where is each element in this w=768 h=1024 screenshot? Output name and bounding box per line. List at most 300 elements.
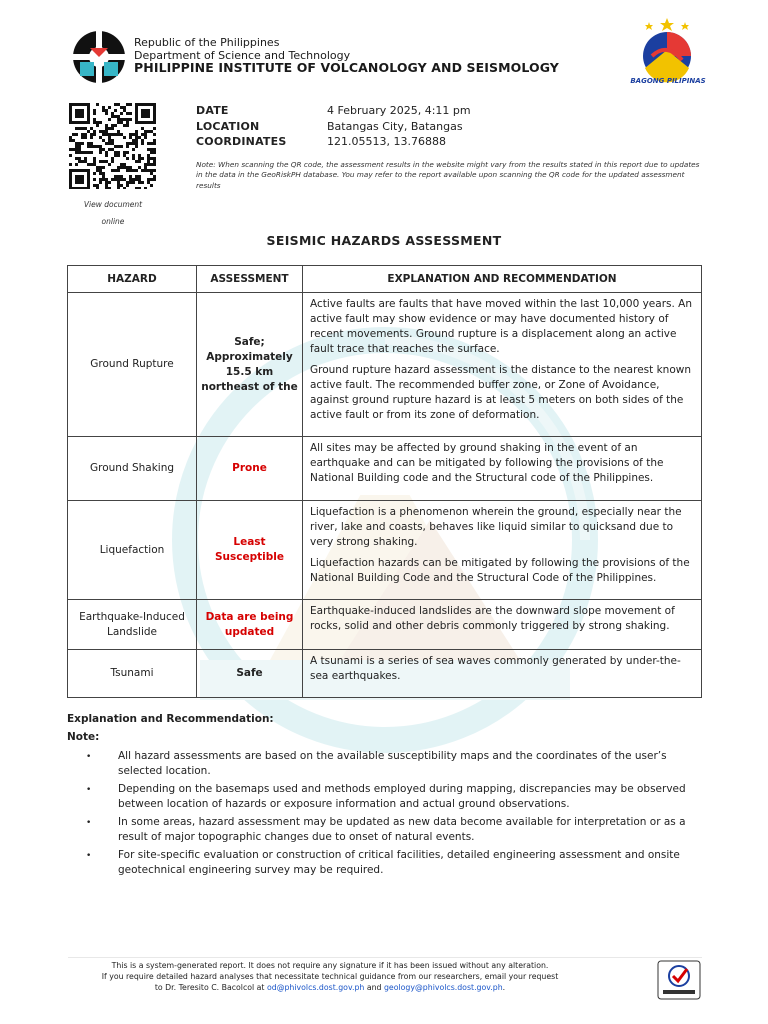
qr-module — [117, 187, 120, 189]
qr-module — [132, 139, 135, 142]
assessment-cell: Prone — [197, 437, 303, 501]
qr-module — [72, 139, 75, 142]
qr-module — [141, 169, 144, 172]
qr-module — [117, 166, 120, 169]
qr-module — [150, 151, 153, 154]
qr-module — [96, 187, 99, 189]
qr-module — [123, 163, 126, 166]
qr-module — [93, 145, 96, 148]
qr-module — [105, 133, 108, 136]
qr-module — [150, 184, 153, 187]
qr-module — [114, 133, 117, 136]
email-link-od[interactable]: od@phivolcs.dost.gov.ph — [266, 983, 365, 992]
hazard-cell: Earthquake-Induced Landslide — [68, 600, 197, 650]
qr-module — [153, 169, 156, 172]
explanation-cell — [303, 650, 702, 698]
qr-module — [129, 166, 132, 169]
qr-module — [81, 136, 84, 139]
qr-module — [138, 181, 141, 184]
qr-module — [138, 166, 141, 169]
notes-title: Explanation and Recommendation: — [67, 713, 274, 725]
qr-module — [117, 121, 120, 124]
qr-module — [102, 130, 105, 133]
note-item: All hazard assessments are based on the available susceptibility maps and the coordinates of the user’s selected location. — [118, 750, 667, 777]
qr-module — [129, 178, 132, 181]
bullet-marker: • — [86, 851, 92, 861]
qr-module — [111, 115, 114, 118]
qr-module — [126, 118, 129, 121]
phivolcs-logo — [70, 30, 128, 84]
qr-module — [105, 151, 108, 154]
qr-module — [102, 106, 105, 109]
qr-module — [150, 148, 153, 151]
note-item: For site-specific evaluation or construction of critical facilities, detailed engineering assessment and onsite geotechnical engineering survey may be required. — [118, 849, 680, 876]
notes-subtitle: Note: — [67, 731, 100, 743]
qr-module — [138, 178, 141, 181]
qr-module — [90, 151, 93, 154]
qr-module — [135, 160, 138, 163]
qr-module — [147, 154, 150, 157]
qr-module — [90, 145, 93, 148]
qr-module — [102, 160, 105, 163]
explanation-paragraph: Liquefaction hazards can be mitigated by following the provisions of the National Building Code and the Structural Code of the Philippines. — [310, 557, 690, 584]
coordinates-label: COORDINATES — [196, 135, 287, 148]
qr-module — [96, 103, 99, 106]
qr-module — [120, 166, 123, 169]
explanation-cell — [303, 501, 702, 600]
qr-module — [93, 157, 96, 160]
email-link-geology[interactable]: geology@phivolcs.dost.gov.ph — [383, 983, 503, 992]
qr-module — [69, 139, 72, 142]
qr-module — [147, 142, 150, 145]
qr-module — [84, 151, 87, 154]
agency-name: PHILIPPINE INSTITUTE OF VOLCANOLOGY AND SEISMOLOGY — [134, 60, 559, 75]
explanation-cell — [303, 293, 702, 437]
qr-module — [93, 160, 96, 163]
footer-line3-and: and — [364, 983, 384, 992]
qr-module — [114, 115, 117, 118]
qr-module — [111, 169, 114, 172]
qr-module — [108, 181, 111, 184]
qr-module — [129, 136, 132, 139]
qr-module — [78, 142, 81, 145]
qr-module — [75, 163, 78, 166]
qr-module — [102, 109, 105, 112]
qr-module — [132, 157, 135, 160]
qr-module — [99, 172, 102, 175]
qr-module — [153, 157, 156, 160]
explanation-paragraph: Ground rupture hazard assessment is the distance to the nearest known active fault. The recommended buffer zone, or Zone of Avoidance, against ground rupture hazard is at least 5 meters on both sides of the active fault or from its zone of deformation. — [310, 364, 691, 421]
qr-module — [93, 109, 96, 112]
qr-module — [126, 184, 129, 187]
qr-module — [144, 163, 147, 166]
qr-module — [93, 133, 96, 136]
qr-module — [69, 154, 72, 157]
qr-module — [153, 160, 156, 163]
qr-module — [69, 163, 72, 166]
header-explanation: EXPLANATION AND RECOMMENDATION — [303, 266, 702, 293]
qr-module — [120, 178, 123, 181]
qr-finder-pattern — [75, 109, 84, 118]
qr-caption-line2: online — [101, 217, 125, 226]
qr-module — [117, 178, 120, 181]
qr-module — [114, 178, 117, 181]
agency-republic: Republic of the Philippines — [134, 36, 280, 49]
iso-certification-badge — [657, 960, 701, 1000]
qr-module — [96, 166, 99, 169]
qr-module — [132, 181, 135, 184]
qr-module — [108, 106, 111, 109]
table-header-row — [68, 266, 702, 293]
table-row — [68, 437, 702, 501]
qr-module — [93, 172, 96, 175]
qr-module — [120, 175, 123, 178]
qr-module — [129, 118, 132, 121]
qr-module — [120, 118, 123, 121]
qr-module — [99, 169, 102, 172]
qr-module — [150, 178, 153, 181]
explanation-paragraph: Active faults are faults that have moved within the last 10,000 years. An active fault may show evidence or may have documented history of recent movements. Ground rupture is a displacement along an active fault trace that reaches the surface. — [310, 298, 692, 355]
qr-module — [105, 160, 108, 163]
qr-module — [141, 133, 144, 136]
explanation-paragraph: Earthquake-induced landslides are the downward slope movement of rocks, solid and other debris commonly triggered by strong shaking. — [310, 605, 675, 632]
qr-module — [114, 151, 117, 154]
qr-module — [99, 148, 102, 151]
qr-module — [75, 151, 78, 154]
qr-module — [123, 154, 126, 157]
qr-module — [132, 169, 135, 172]
qr-module — [150, 169, 153, 172]
qr-module — [75, 127, 78, 130]
qr-module — [138, 136, 141, 139]
qr-module — [138, 157, 141, 160]
hazard-cell: Tsunami — [68, 650, 197, 698]
table-row — [68, 293, 702, 437]
qr-module — [126, 157, 129, 160]
qr-module — [72, 148, 75, 151]
qr-module — [153, 175, 156, 178]
qr-module — [135, 136, 138, 139]
qr-module — [102, 139, 105, 142]
qr-module — [135, 142, 138, 145]
qr-module — [108, 142, 111, 145]
qr-module — [111, 112, 114, 115]
qr-module — [111, 139, 114, 142]
qr-module — [93, 163, 96, 166]
qr-module — [90, 133, 93, 136]
qr-module — [135, 187, 138, 189]
qr-module — [153, 151, 156, 154]
qr-module — [75, 148, 78, 151]
qr-module — [117, 175, 120, 178]
footer-divider — [68, 957, 702, 958]
qr-finder-pattern — [141, 109, 150, 118]
qr-module — [108, 187, 111, 189]
qr-module — [93, 184, 96, 187]
qr-module — [135, 130, 138, 133]
qr-module — [153, 142, 156, 145]
qr-module — [126, 142, 129, 145]
qr-module — [129, 103, 132, 106]
qr-module — [117, 118, 120, 121]
qr-module — [87, 145, 90, 148]
qr-module — [102, 178, 105, 181]
qr-module — [105, 184, 108, 187]
qr-module — [123, 109, 126, 112]
qr-module — [141, 127, 144, 130]
qr-module — [102, 175, 105, 178]
table-row — [68, 650, 702, 698]
qr-module — [126, 103, 129, 106]
qr-module — [114, 145, 117, 148]
qr-module — [123, 151, 126, 154]
assessment-cell: Data are being updated — [197, 600, 303, 650]
qr-module — [138, 175, 141, 178]
qr-module — [126, 145, 129, 148]
qr-module — [147, 181, 150, 184]
qr-module — [96, 121, 99, 124]
location-label: LOCATION — [196, 120, 260, 133]
qr-module — [153, 148, 156, 151]
qr-module — [123, 118, 126, 121]
qr-module — [114, 175, 117, 178]
qr-module — [81, 151, 84, 154]
qr-module — [81, 160, 84, 163]
qr-module — [111, 124, 114, 127]
qr-module — [90, 136, 93, 139]
qr-module — [153, 163, 156, 166]
assessment-cell: Safe; Approximately 15.5 km northeast of the — [197, 293, 303, 437]
qr-module — [120, 133, 123, 136]
qr-module — [117, 151, 120, 154]
qr-module — [123, 124, 126, 127]
qr-module — [147, 148, 150, 151]
coordinates-value: 121.05513, 13.76888 — [327, 135, 446, 148]
qr-module — [96, 184, 99, 187]
qr-module — [105, 124, 108, 127]
qr-module — [123, 136, 126, 139]
qr-module — [105, 142, 108, 145]
qr-module — [117, 184, 120, 187]
qr-module — [150, 157, 153, 160]
qr-module — [108, 127, 111, 130]
bagong-pilipinas-label: BAGONG PILIPINAS — [630, 77, 706, 85]
qr-module — [129, 142, 132, 145]
qr-module — [90, 163, 93, 166]
qr-module — [117, 169, 120, 172]
qr-module — [135, 133, 138, 136]
qr-module — [99, 181, 102, 184]
qr-module — [93, 121, 96, 124]
qr-module — [96, 169, 99, 172]
explanation-cell — [303, 600, 702, 650]
qr-module — [117, 145, 120, 148]
qr-module — [117, 115, 120, 118]
qr-caption-line1: View document — [83, 200, 143, 209]
hazard-assessment-table — [67, 265, 702, 698]
explanation-paragraph: A tsunami is a series of sea waves commonly generated by under-the-sea earthquakes. — [310, 655, 681, 682]
explanation-cell — [303, 437, 702, 501]
bullet-marker: • — [86, 818, 92, 828]
qr-module — [138, 154, 141, 157]
qr-module — [105, 187, 108, 189]
qr-module — [144, 133, 147, 136]
table-row — [68, 501, 702, 600]
qr-finder-pattern — [75, 175, 84, 184]
qr-module — [108, 148, 111, 151]
qr-module — [126, 121, 129, 124]
qr-module — [153, 139, 156, 142]
explanation-paragraph: All sites may be affected by ground shaking in the event of an earthquake and can be mitigated by following the provisions of the National Building code and the Structural code of the Philippines. — [310, 442, 664, 484]
qr-module — [108, 133, 111, 136]
qr-module — [78, 145, 81, 148]
qr-module — [111, 157, 114, 160]
qr-scan-note: Note: When scanning the QR code, the assessment results in the website might vary from the results stated in this report due to updates in the data in the GeoRiskPH database. You may refer to the report available upon scanning the QR code for the updated assessment results — [196, 160, 700, 190]
qr-module — [117, 181, 120, 184]
qr-module — [147, 178, 150, 181]
qr-module — [75, 157, 78, 160]
qr-module — [84, 136, 87, 139]
note-item: Depending on the basemaps used and methods employed during mapping, discrepancies may be observed between location of hazards or exposure information and actual ground observations. — [118, 783, 686, 810]
qr-caption — [68, 196, 158, 230]
qr-module — [108, 136, 111, 139]
qr-module — [105, 154, 108, 157]
qr-module — [102, 166, 105, 169]
qr-module — [120, 145, 123, 148]
hazard-cell: Ground Rupture — [68, 293, 197, 437]
qr-module — [135, 139, 138, 142]
qr-module — [93, 112, 96, 115]
qr-module — [111, 133, 114, 136]
qr-module — [117, 103, 120, 106]
footer-line3-text: to Dr. Teresito C. Bacolcol at — [154, 983, 267, 992]
qr-module — [69, 136, 72, 139]
qr-module — [132, 178, 135, 181]
explanation-paragraph: Liquefaction is a phenomenon wherein the ground, especially near the river, lake and coasts, behaves like liquid similar to quicksand due to very strong shaking. — [310, 506, 682, 548]
qr-module — [78, 160, 81, 163]
qr-module — [150, 142, 153, 145]
qr-module — [126, 112, 129, 115]
qr-module — [117, 154, 120, 157]
qr-module — [99, 151, 102, 154]
qr-module — [78, 151, 81, 154]
header-assessment: ASSESSMENT — [197, 266, 303, 293]
footer-line3 — [60, 982, 600, 993]
qr-module — [141, 181, 144, 184]
qr-module — [126, 181, 129, 184]
qr-module — [141, 139, 144, 142]
qr-module — [132, 142, 135, 145]
qr-module — [129, 133, 132, 136]
qr-module — [120, 112, 123, 115]
qr-module — [102, 148, 105, 151]
qr-module — [93, 130, 96, 133]
qr-module — [105, 181, 108, 184]
qr-module — [126, 169, 129, 172]
document-title: SEISMIC HAZARDS ASSESSMENT — [266, 233, 502, 248]
qr-code[interactable] — [68, 103, 158, 189]
qr-module — [150, 130, 153, 133]
date-value: 4 February 2025, 4:11 pm — [327, 104, 471, 117]
qr-module — [72, 133, 75, 136]
qr-module — [102, 133, 105, 136]
qr-module — [99, 160, 102, 163]
qr-module — [105, 130, 108, 133]
qr-module — [144, 130, 147, 133]
qr-module — [99, 136, 102, 139]
qr-module — [84, 160, 87, 163]
qr-module — [93, 118, 96, 121]
qr-module — [138, 160, 141, 163]
qr-module — [111, 148, 114, 151]
qr-module — [123, 166, 126, 169]
qr-module — [135, 175, 138, 178]
qr-module — [129, 112, 132, 115]
qr-module — [108, 163, 111, 166]
qr-module — [114, 154, 117, 157]
qr-module — [135, 178, 138, 181]
qr-module — [129, 175, 132, 178]
qr-module — [135, 169, 138, 172]
bullet-marker: • — [86, 752, 92, 762]
qr-module — [102, 172, 105, 175]
qr-module — [129, 181, 132, 184]
qr-module — [153, 133, 156, 136]
qr-module — [69, 148, 72, 151]
qr-module — [99, 121, 102, 124]
qr-module — [147, 163, 150, 166]
qr-module — [150, 172, 153, 175]
qr-module — [108, 139, 111, 142]
qr-module — [99, 166, 102, 169]
qr-module — [120, 184, 123, 187]
qr-module — [117, 130, 120, 133]
qr-module — [117, 133, 120, 136]
header-hazard: HAZARD — [68, 266, 197, 293]
qr-module — [114, 124, 117, 127]
qr-module — [105, 127, 108, 130]
table-row — [68, 600, 702, 650]
qr-module — [75, 142, 78, 145]
assessment-cell: Least Susceptible — [197, 501, 303, 600]
qr-module — [87, 130, 90, 133]
hazard-cell: Ground Shaking — [68, 437, 197, 501]
qr-module — [114, 109, 117, 112]
qr-module — [87, 151, 90, 154]
qr-module — [132, 133, 135, 136]
qr-module — [126, 124, 129, 127]
qr-module — [75, 133, 78, 136]
qr-module — [114, 169, 117, 172]
qr-module — [90, 142, 93, 145]
qr-module — [141, 142, 144, 145]
qr-module — [111, 127, 114, 130]
qr-module — [96, 124, 99, 127]
qr-module — [105, 112, 108, 115]
qr-module — [132, 148, 135, 151]
qr-module — [123, 178, 126, 181]
assessment-cell: Safe — [197, 650, 303, 698]
qr-module — [99, 178, 102, 181]
location-value: Batangas City, Batangas — [327, 120, 463, 133]
footer-line2: If you require detailed hazard analyses that necessitate technical guidance from our researchers, email your request — [101, 972, 559, 981]
qr-module — [99, 130, 102, 133]
qr-module — [135, 145, 138, 148]
qr-module — [129, 169, 132, 172]
qr-module — [147, 157, 150, 160]
qr-module — [105, 178, 108, 181]
qr-module — [78, 127, 81, 130]
